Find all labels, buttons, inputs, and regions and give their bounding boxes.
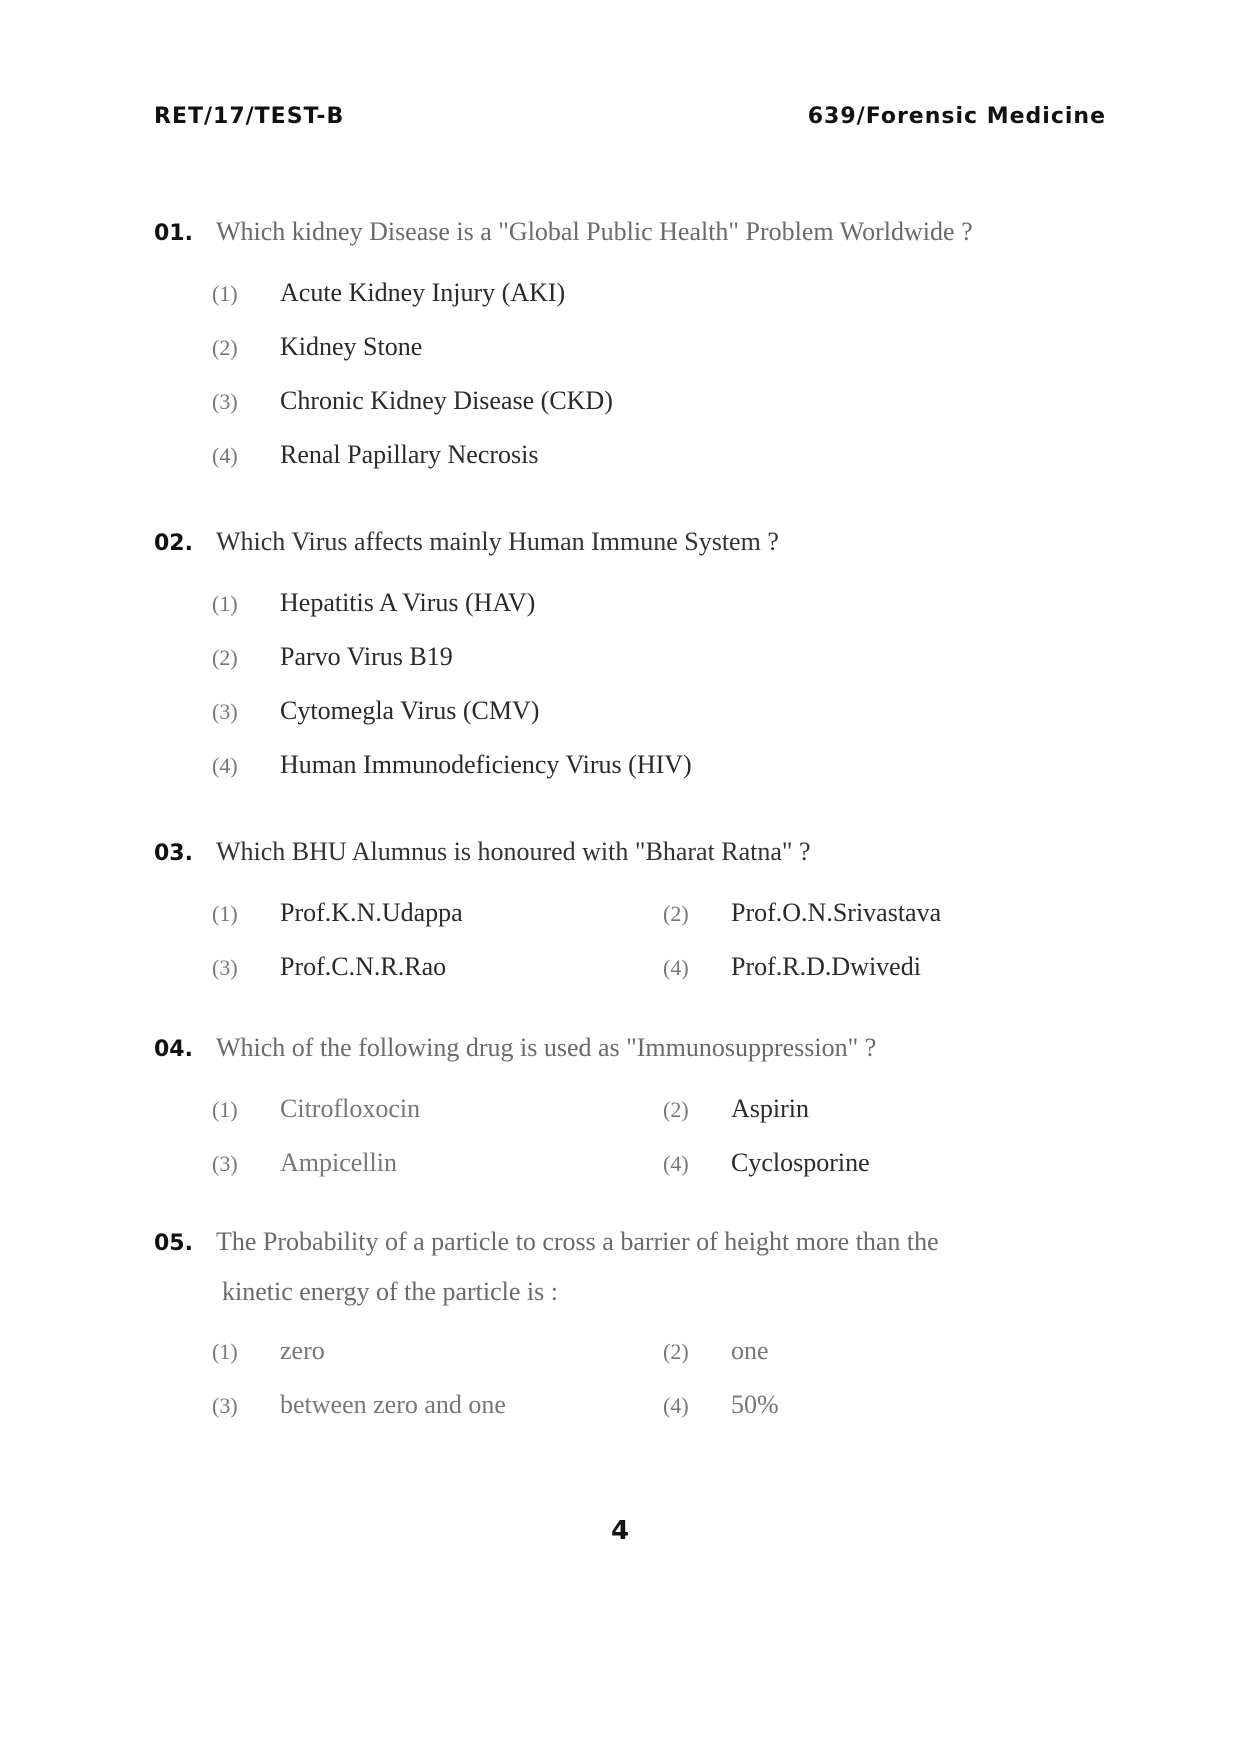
question-number: 02. bbox=[154, 531, 193, 556]
options-list bbox=[154, 266, 1114, 482]
question-text: Which Virus affects mainly Human Immune System ? bbox=[216, 527, 779, 556]
question-text: Which BHU Alumnus is honoured with "Bharat Ratna" ? bbox=[216, 837, 811, 866]
option bbox=[212, 630, 1114, 684]
option-number: (1) bbox=[212, 901, 238, 926]
option bbox=[212, 374, 1114, 428]
option-number: (1) bbox=[212, 1339, 238, 1364]
option-text: Aspirin bbox=[731, 1094, 809, 1123]
option-text: Hepatitis A Virus (HAV) bbox=[280, 588, 536, 617]
option-number: (4) bbox=[212, 753, 238, 778]
option-text: Citrofloxocin bbox=[280, 1094, 421, 1123]
option-number: (4) bbox=[212, 443, 238, 468]
option bbox=[663, 1324, 1114, 1378]
option bbox=[212, 1082, 663, 1136]
option-number: (2) bbox=[212, 335, 238, 360]
option-text: Human Immunodeficiency Virus (HIV) bbox=[280, 750, 692, 779]
question-04 bbox=[154, 1024, 1114, 1190]
option-text: Prof.C.N.R.Rao bbox=[280, 952, 447, 981]
option-text: Parvo Virus B19 bbox=[280, 642, 453, 671]
option-text: Prof.R.D.Dwivedi bbox=[731, 952, 921, 981]
option bbox=[663, 940, 1114, 994]
question-text-continued: kinetic energy of the particle is : bbox=[222, 1277, 558, 1306]
option bbox=[663, 886, 1114, 940]
page-number: 4 bbox=[610, 1516, 630, 1546]
option-text: 50% bbox=[731, 1390, 779, 1419]
paper-code: RET/17/TEST-B bbox=[154, 104, 345, 129]
option-text: Acute Kidney Injury (AKI) bbox=[280, 278, 566, 307]
option-text: zero bbox=[280, 1336, 325, 1365]
option-number: (2) bbox=[212, 645, 238, 670]
subject-title: 639/Forensic Medicine bbox=[807, 104, 1106, 129]
option bbox=[212, 320, 1114, 374]
option bbox=[212, 1324, 663, 1378]
question-02 bbox=[154, 518, 1114, 792]
option-number: (3) bbox=[212, 1151, 238, 1176]
options-grid bbox=[154, 1082, 1114, 1190]
option bbox=[212, 738, 1114, 792]
option-number: (3) bbox=[212, 955, 238, 980]
option bbox=[212, 576, 1114, 630]
option-text: Renal Papillary Necrosis bbox=[280, 440, 539, 469]
option bbox=[212, 266, 1114, 320]
option bbox=[212, 1378, 663, 1432]
option-number: (2) bbox=[663, 1097, 689, 1122]
option-text: Ampicellin bbox=[280, 1148, 397, 1177]
question-number: 01. bbox=[154, 221, 193, 246]
question-text: Which kidney Disease is a "Global Public Health" Problem Worldwide ? bbox=[216, 217, 973, 246]
options-list bbox=[154, 576, 1114, 792]
option-text: Chronic Kidney Disease (CKD) bbox=[280, 386, 613, 415]
question-03 bbox=[154, 828, 1114, 994]
question-text: The Probability of a particle to cross a barrier of height more than the bbox=[216, 1227, 939, 1256]
option-number: (3) bbox=[212, 699, 238, 724]
question-01 bbox=[154, 208, 1114, 482]
option-text: Kidney Stone bbox=[280, 332, 423, 361]
option-text: Prof.O.N.Srivastava bbox=[731, 898, 942, 927]
option-text: Cytomegla Virus (CMV) bbox=[280, 696, 540, 725]
option-text: between zero and one bbox=[280, 1390, 506, 1419]
option-number: (1) bbox=[212, 281, 238, 306]
option-number: (4) bbox=[663, 1151, 689, 1176]
option bbox=[212, 1136, 663, 1190]
option bbox=[663, 1378, 1114, 1432]
option bbox=[663, 1136, 1114, 1190]
question-number: 03. bbox=[154, 841, 193, 866]
options-grid bbox=[154, 1324, 1114, 1432]
option-number: (2) bbox=[663, 901, 689, 926]
options-grid bbox=[154, 886, 1114, 994]
option-text: Prof.K.N.Udappa bbox=[280, 898, 463, 927]
option bbox=[212, 684, 1114, 738]
option bbox=[212, 940, 663, 994]
question-text: Which of the following drug is used as "Immunosuppression" ? bbox=[216, 1033, 877, 1062]
option-number: (3) bbox=[212, 389, 238, 414]
option-number: (4) bbox=[663, 955, 689, 980]
option-number: (1) bbox=[212, 591, 238, 616]
question-05 bbox=[154, 1218, 1114, 1432]
option-text: Cyclosporine bbox=[731, 1148, 870, 1177]
option-text: one bbox=[731, 1336, 769, 1365]
option bbox=[663, 1082, 1114, 1136]
question-number: 04. bbox=[154, 1037, 193, 1062]
option-number: (1) bbox=[212, 1097, 238, 1122]
option bbox=[212, 886, 663, 940]
question-number: 05. bbox=[154, 1231, 193, 1256]
option bbox=[212, 428, 1114, 482]
option-number: (4) bbox=[663, 1393, 689, 1418]
option-number: (2) bbox=[663, 1339, 689, 1364]
option-number: (3) bbox=[212, 1393, 238, 1418]
